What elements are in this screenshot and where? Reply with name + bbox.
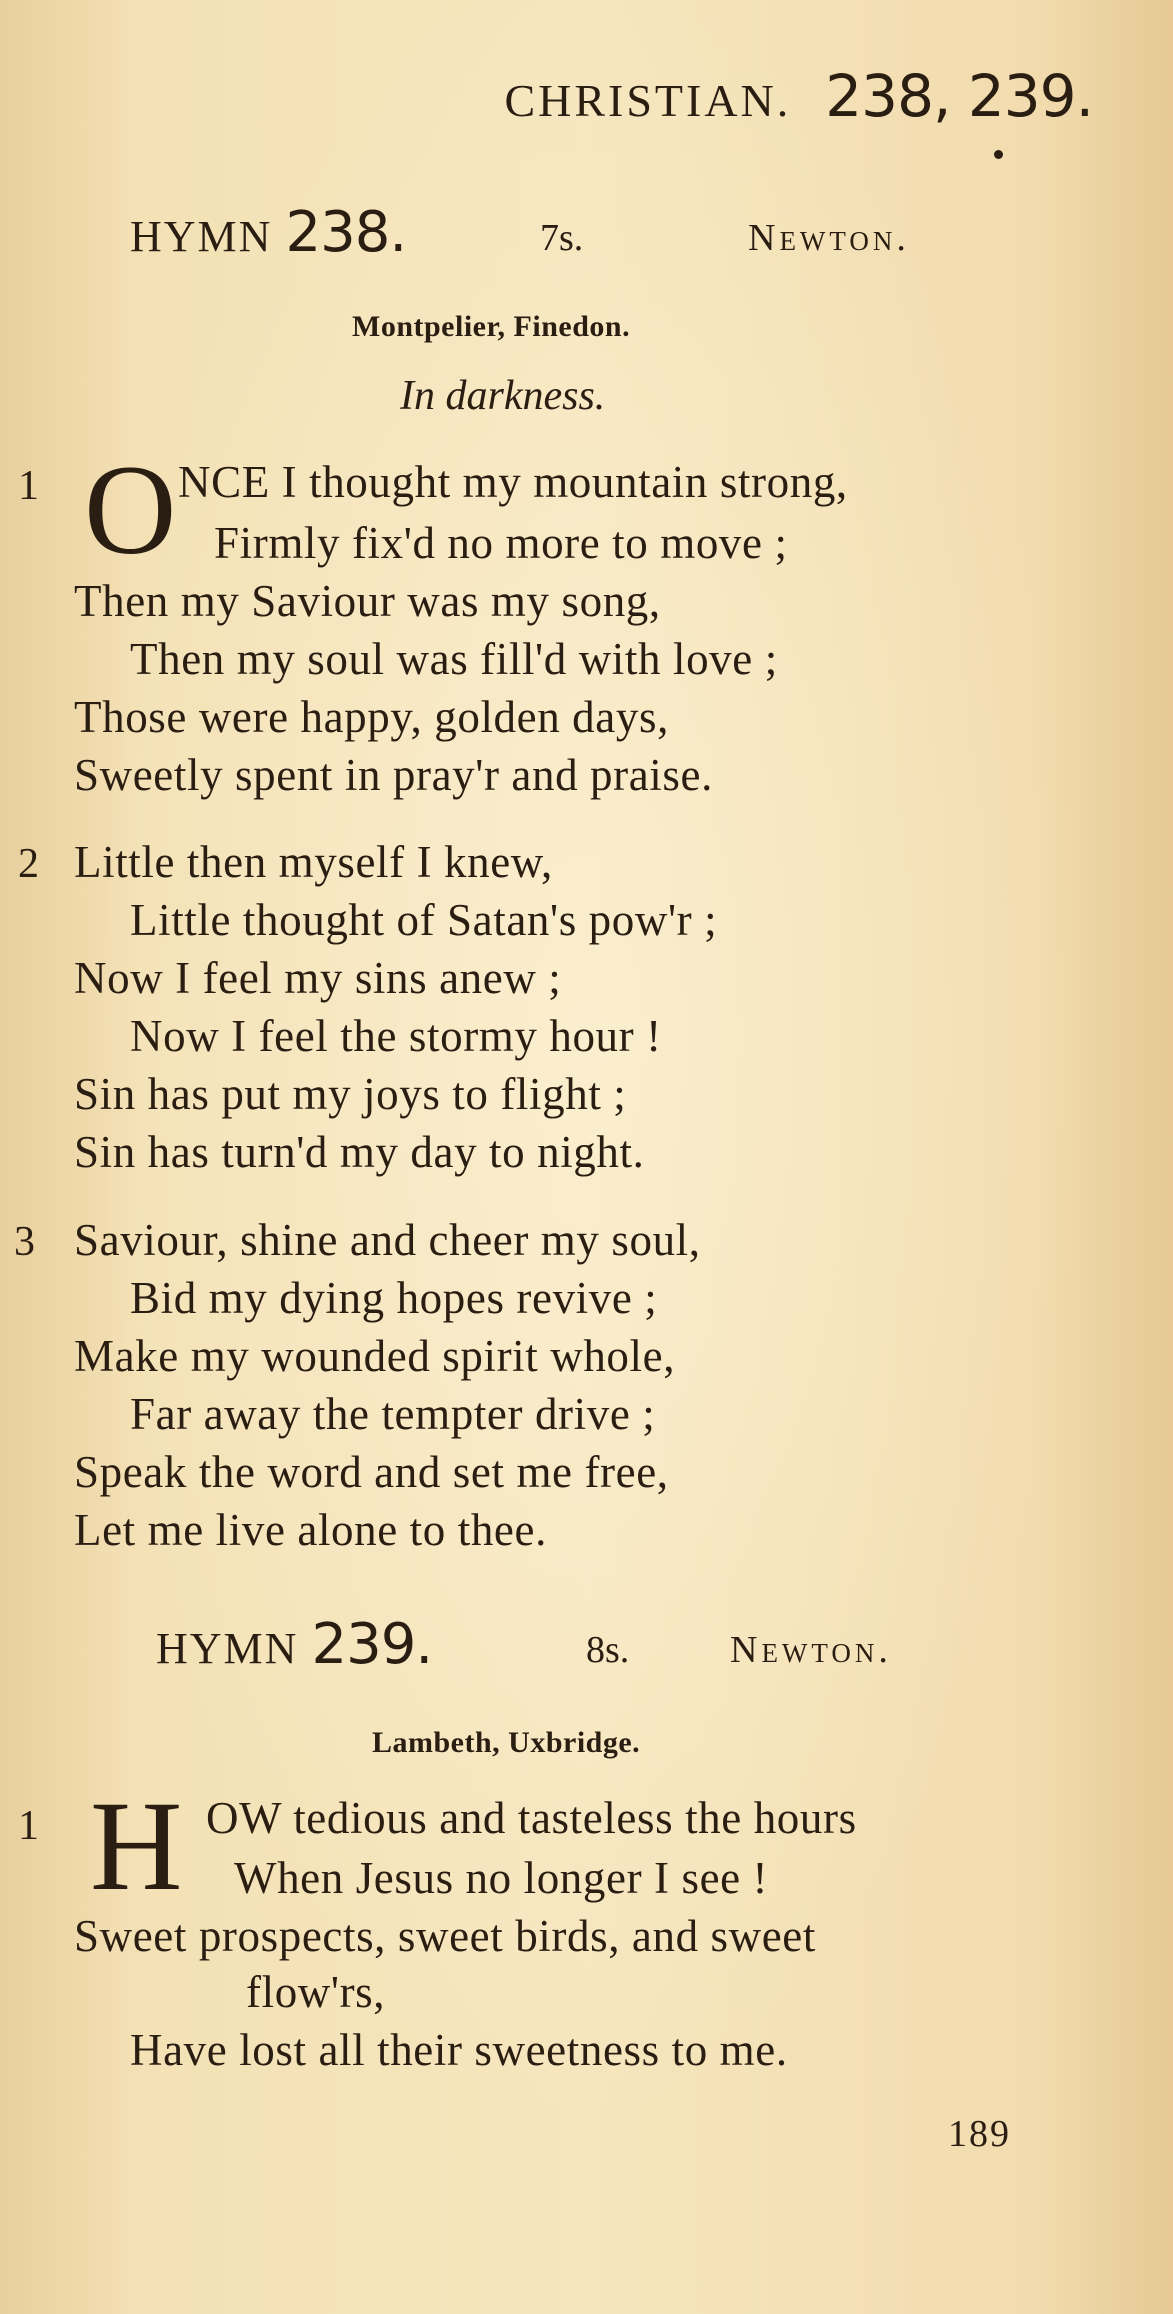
verse-line: Sin has turn'd my day to night. xyxy=(74,1127,645,1177)
verse-line: Bid my dying hopes revive ; xyxy=(130,1273,658,1323)
running-head xyxy=(504,62,1093,130)
verse-line: flow'rs, xyxy=(246,1967,386,2017)
running-head-hymn-numbers: 238, 239. xyxy=(825,62,1093,130)
hymn-label: HYMN xyxy=(156,1624,299,1673)
hymn-238-meter: 7s. xyxy=(540,217,584,259)
verse-line: Then my Saviour was my song, xyxy=(74,576,661,626)
drop-cap: O xyxy=(84,439,177,581)
verse-line: Now I feel my sins anew ; xyxy=(74,953,562,1003)
verse-number: 3 xyxy=(14,1219,35,1265)
verse-line: Now I feel the stormy hour ! xyxy=(130,1011,662,1061)
hymn-number: 239. xyxy=(311,1612,433,1677)
hymn-238-author: Newton. xyxy=(748,217,910,259)
page-number: 189 xyxy=(948,2113,1011,2155)
hymn-238-heading xyxy=(130,200,406,265)
verse-line: Then my soul was fill'd with love ; xyxy=(130,634,778,684)
verse-number: 1 xyxy=(18,463,39,509)
verse-line: Little then myself I knew, xyxy=(74,837,553,887)
verse-line: Little thought of Satan's pow'r ; xyxy=(130,895,718,945)
verse-number: 2 xyxy=(18,841,39,887)
hymn-238-tunes: Montpelier, Finedon. xyxy=(352,310,631,343)
verse-number: 1 xyxy=(18,1803,39,1849)
hymn-239-tunes: Lambeth, Uxbridge. xyxy=(372,1726,641,1759)
hymn-label: HYMN xyxy=(130,212,273,261)
verse-line: Have lost all their sweetness to me. xyxy=(130,2025,788,2075)
running-head-title: CHRISTIAN. xyxy=(504,75,792,126)
verse-line: Sweet prospects, sweet birds, and sweet xyxy=(74,1911,816,1961)
hymn-number: 238. xyxy=(285,200,407,265)
hymn-239-heading xyxy=(156,1612,432,1677)
verse-line: Firmly fix'd no more to move ; xyxy=(214,518,788,568)
verse-line: Speak the word and set me free, xyxy=(74,1447,669,1497)
verse-line: When Jesus no longer I see ! xyxy=(234,1853,769,1903)
drop-cap: H xyxy=(90,1775,183,1917)
verse-line: Those were happy, golden days, xyxy=(74,692,669,742)
hymn-238-subtitle: In darkness. xyxy=(400,373,606,419)
verse-line: OW tedious and tasteless the hours xyxy=(206,1793,857,1843)
verse-line: Saviour, shine and cheer my soul, xyxy=(74,1215,701,1265)
verse-line: Sweetly spent in pray'r and praise. xyxy=(74,750,713,800)
hymn-239-meter: 8s. xyxy=(586,1629,630,1671)
printer-mark xyxy=(994,150,1003,159)
hymn-239-author: Newton. xyxy=(730,1629,892,1671)
verse-line: Make my wounded spirit whole, xyxy=(74,1331,676,1381)
verse-line: Sin has put my joys to flight ; xyxy=(74,1069,627,1119)
verse-line: NCE I thought my mountain strong, xyxy=(178,457,848,507)
verse-line: Let me live alone to thee. xyxy=(74,1505,547,1555)
verse-line: Far away the tempter drive ; xyxy=(130,1389,656,1439)
